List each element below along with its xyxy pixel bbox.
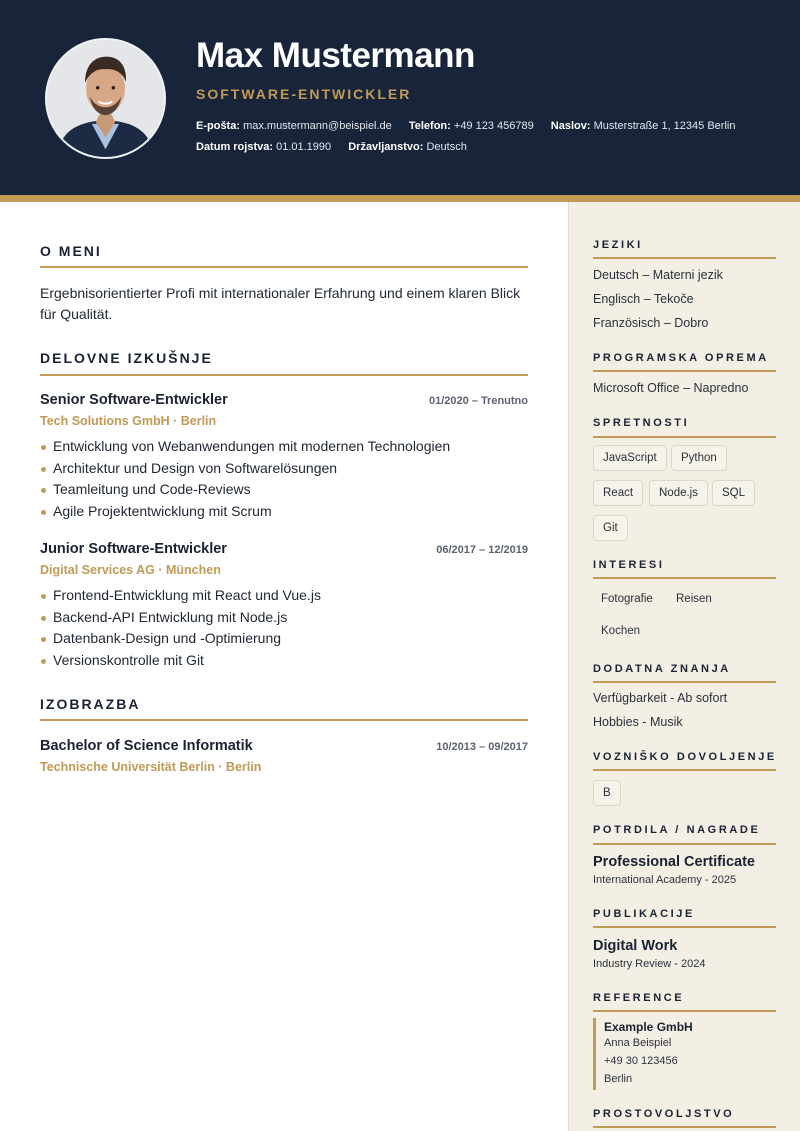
job-company: Digital Services AG · München (40, 563, 221, 577)
sidebar-title-publications: PUBLIKACIJE (593, 908, 695, 920)
contact-address-value: Musterstraße 1, 12345 Berlin (593, 120, 736, 132)
job-bullet: Versionskontrolle mit Git (40, 650, 528, 672)
contact-line-1 (196, 120, 749, 132)
contact-birthdate (196, 141, 331, 153)
contact-email-label: E-pošta: (196, 120, 240, 132)
job-bullet-list (40, 585, 528, 671)
sidebar-title-references: REFERENCE (593, 992, 685, 1004)
sidebar-title-interests: INTERESI (593, 559, 665, 571)
job-bullet-list (40, 436, 528, 522)
contact-email-value[interactable]: max.mustermann@beispiel.de (243, 120, 392, 132)
interest-item: Reisen (676, 593, 712, 605)
sidebar-title-additional: DODATNA ZNANJA (593, 663, 731, 675)
candidate-title: SOFTWARE-ENTWICKLER (196, 86, 412, 102)
sidebar-rule-software (593, 370, 776, 372)
education-school: Technische Universität Berlin · Berlin (40, 760, 262, 774)
job-date: 06/2017 – 12/2019 (436, 544, 528, 556)
contact-address (551, 120, 736, 132)
portrait-illustration (47, 40, 164, 157)
section-title-about: O MENI (40, 243, 102, 259)
job-date: 01/2020 – Trenutno (428, 395, 528, 407)
sidebar-title-languages: JEZIKI (593, 239, 643, 251)
interest-item: Kochen (601, 625, 641, 637)
education-title: Bachelor of Science Informatik (40, 738, 253, 754)
job-bullet: Entwicklung von Webanwendungen mit modernen Technologien (40, 436, 528, 458)
contact-phone (409, 120, 534, 132)
skill-tag: SQL (712, 480, 755, 506)
job-bullet: Backend-API Entwicklung mit Node.js (40, 607, 528, 629)
section-rule-about (40, 266, 528, 268)
certificate-title: Professional Certificate (593, 854, 755, 870)
contact-address-label: Naslov: (550, 120, 591, 132)
sidebar-rule-references (593, 1010, 776, 1012)
section-title-education: IZOBRAZBA (40, 696, 141, 712)
section-rule-education (40, 719, 528, 721)
job-bullet: Architektur und Design von Softwarelösungen (40, 458, 528, 480)
reference-person: Anna Beispiel (604, 1037, 672, 1049)
sidebar-title-skills: SPRETNOSTI (593, 417, 690, 429)
language-item: Deutsch – Materni jezik (593, 268, 723, 282)
reference-company: Example GmbH (604, 1020, 693, 1034)
contact-nationality (348, 141, 467, 153)
job-bullet: Agile Projektentwicklung mit Scrum (40, 501, 528, 523)
job-bullet: Teamleitung und Code-Reviews (40, 479, 528, 501)
about-text: Ergebnisorientierter Profi mit internationaler Erfahrung und einem klaren Blick für Qualität. (40, 285, 521, 322)
additional-item: Hobbies - Musik (593, 715, 683, 729)
sidebar-title-certificates: POTRDILA / NAGRADE (593, 824, 761, 836)
sidebar-rule-volunteering (593, 1126, 776, 1128)
sidebar-rule-interests (593, 577, 776, 579)
education-date: 10/2013 – 09/2017 (436, 741, 528, 753)
license-tag: B (593, 780, 621, 806)
contact-birthdate-value: 01.01.1990 (276, 141, 332, 153)
publication-subtitle: Industry Review - 2024 (593, 958, 706, 970)
job-bullet: Frontend-Entwicklung mit React und Vue.js (40, 585, 528, 607)
job-company: Tech Solutions GmbH · Berlin (40, 414, 217, 428)
sidebar-rule-skills (593, 436, 776, 438)
reference-city: Berlin (604, 1073, 633, 1085)
sidebar-rule-languages (593, 257, 776, 259)
publication-title: Digital Work (593, 938, 678, 954)
job-title: Senior Software-Entwickler (40, 392, 228, 408)
language-item: Französisch – Dobro (593, 316, 709, 330)
software-item: Microsoft Office – Napredno (593, 381, 749, 395)
additional-item: Verfügbarkeit - Ab sofort (593, 691, 728, 705)
contact-line-2 (196, 141, 481, 153)
contact-phone-label: Telefon: (408, 120, 451, 132)
contact-nationality-value: Deutsch (426, 141, 467, 153)
skill-tag: React (593, 480, 643, 506)
sidebar-rule-license (593, 769, 776, 771)
candidate-name: Max Mustermann (196, 36, 475, 75)
sidebar-rule-additional (593, 681, 776, 683)
sidebar-title-volunteering: PROSTOVOLJSTVO (593, 1108, 735, 1120)
contact-phone-value[interactable]: +49 123 456789 (453, 120, 534, 132)
sidebar-title-software: PROGRAMSKA OPREMA (593, 352, 769, 364)
interest-item: Fotografie (601, 593, 653, 605)
skill-tag: Node.js (649, 480, 708, 506)
skill-tag: JavaScript (593, 445, 667, 471)
certificate-subtitle: International Academy - 2025 (593, 874, 737, 886)
skill-tag: Python (671, 445, 727, 471)
contact-nationality-label: Državljanstvo: (348, 141, 424, 153)
sidebar-rule-certificates (593, 843, 776, 845)
job-bullet: Datenbank-Design und -Optimierung (40, 628, 528, 650)
contact-birthdate-label: Datum rojstva: (196, 141, 274, 153)
sidebar-title-license: VOZNIŠKO DOVOLJENJE (593, 751, 777, 763)
reference-phone: +49 30 123456 (604, 1055, 678, 1067)
sidebar-rule-publications (593, 926, 776, 928)
contact-email (196, 120, 392, 132)
section-title-experience: DELOVNE IZKUŠNJE (40, 350, 213, 366)
avatar-photo (45, 38, 166, 159)
section-rule-experience (40, 374, 528, 376)
skill-tag: Git (593, 515, 628, 541)
header-accent-rule (0, 195, 800, 202)
job-title: Junior Software-Entwickler (40, 541, 227, 557)
language-item: Englisch – Tekoče (593, 292, 694, 306)
